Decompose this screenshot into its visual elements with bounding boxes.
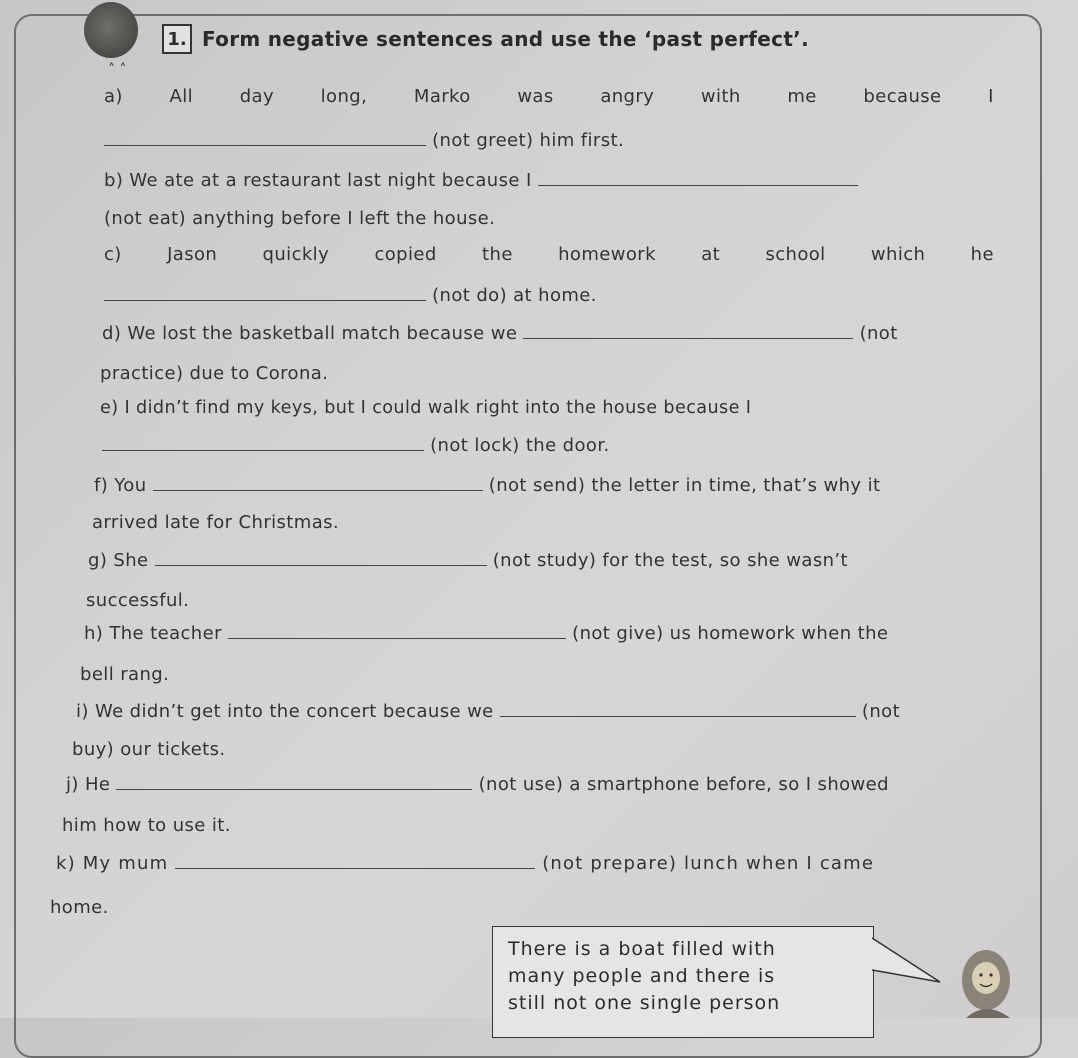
answer-blank[interactable]: [175, 854, 535, 869]
item-text: (not do) at home.: [432, 285, 597, 306]
word: which: [870, 244, 926, 265]
word: because: [863, 86, 942, 107]
answer-blank[interactable]: [104, 131, 426, 146]
item-text: b) We ate at a restaurant last night because I: [104, 170, 532, 191]
item-i-line1: [76, 701, 900, 722]
speech-bubble-tail: [872, 936, 942, 986]
item-text: k) My mum: [56, 853, 169, 874]
answer-blank[interactable]: [500, 702, 856, 717]
item-j-line2: him how to use it.: [62, 815, 231, 836]
item-i-line2: buy) our tickets.: [72, 739, 226, 760]
answer-blank[interactable]: [116, 775, 472, 790]
word: long,: [320, 86, 368, 107]
item-g-line2: successful.: [86, 590, 190, 611]
word: was: [517, 86, 554, 107]
item-e-line1: e) I didn’t find my keys, but I could walk right into the house because I: [100, 398, 752, 418]
item-text: (not send) the letter in time, that’s why it: [488, 475, 881, 496]
speech-line: still not one single person: [508, 992, 781, 1014]
item-h-line1: [84, 623, 888, 644]
word: day: [239, 86, 274, 107]
item-f-line1: [94, 475, 880, 496]
speech-bubble-text: [508, 936, 868, 1017]
item-text: (not: [861, 701, 901, 722]
answer-blank[interactable]: [228, 624, 566, 639]
speech-line: There is a boat filled with: [508, 938, 776, 960]
ink-blot: [84, 2, 138, 58]
speech-line: many people and there is: [508, 965, 776, 987]
word: c): [104, 244, 122, 265]
person-illustration-icon: [958, 940, 1018, 1018]
item-text: f) You: [94, 475, 147, 496]
item-g-line1: [88, 550, 848, 571]
item-d-line1: [102, 323, 898, 344]
word: with: [700, 86, 741, 107]
item-b-line2: (not eat) anything before I left the house.: [104, 208, 496, 229]
item-e-line2: [102, 435, 610, 456]
word: school: [765, 244, 826, 265]
item-k-line1: [56, 853, 874, 874]
item-a-line2: [104, 130, 624, 151]
item-h-line2: bell rang.: [80, 664, 170, 685]
exercise-header: [162, 24, 809, 54]
word: the: [482, 244, 513, 265]
word: a): [104, 86, 123, 107]
word: angry: [600, 86, 655, 107]
item-text: d) We lost the basketball match because we: [102, 323, 518, 344]
item-b-line1: [104, 170, 858, 191]
word: he: [970, 244, 994, 265]
word: homework: [558, 244, 656, 265]
word: me: [787, 86, 817, 107]
answer-blank[interactable]: [104, 286, 426, 301]
item-text: (not give) us homework when the: [572, 623, 889, 644]
item-c-line1: [104, 244, 994, 265]
exercise-number: 1.: [162, 24, 192, 54]
answer-blank[interactable]: [523, 324, 853, 339]
item-j-line1: [66, 774, 889, 795]
decorative-marks: ˄ ˄: [108, 62, 127, 78]
answer-blank[interactable]: [155, 551, 487, 566]
item-text: g) She: [88, 550, 149, 571]
exercise-title: Form negative sentences and use the ‘past perfect’.: [202, 27, 809, 51]
word: copied: [374, 244, 437, 265]
item-text: (not: [859, 323, 898, 344]
word: Jason: [167, 244, 218, 265]
item-text: j) He: [66, 774, 111, 795]
item-k-line2: home.: [50, 897, 109, 918]
item-text: (not greet) him first.: [432, 130, 625, 151]
word: I: [988, 86, 994, 107]
item-text: (not prepare) lunch when I came: [542, 853, 875, 874]
word: Marko: [413, 86, 471, 107]
answer-blank[interactable]: [538, 171, 858, 186]
answer-blank[interactable]: [153, 476, 483, 491]
item-text: i) We didn’t get into the concert because we: [76, 701, 494, 722]
item-d-line2: practice) due to Corona.: [100, 363, 329, 384]
word: All: [169, 86, 194, 107]
item-c-line2: [104, 285, 597, 306]
item-text: h) The teacher: [84, 623, 222, 644]
answer-blank[interactable]: [102, 436, 424, 451]
item-a-line1: [104, 86, 994, 107]
word: at: [701, 244, 721, 265]
item-text: (not use) a smartphone before, so I showed: [478, 774, 889, 795]
item-text: (not lock) the door.: [430, 435, 610, 456]
item-text: (not study) for the test, so she wasn’t: [492, 550, 848, 571]
item-f-line2: arrived late for Christmas.: [92, 512, 340, 533]
word: quickly: [262, 244, 330, 265]
